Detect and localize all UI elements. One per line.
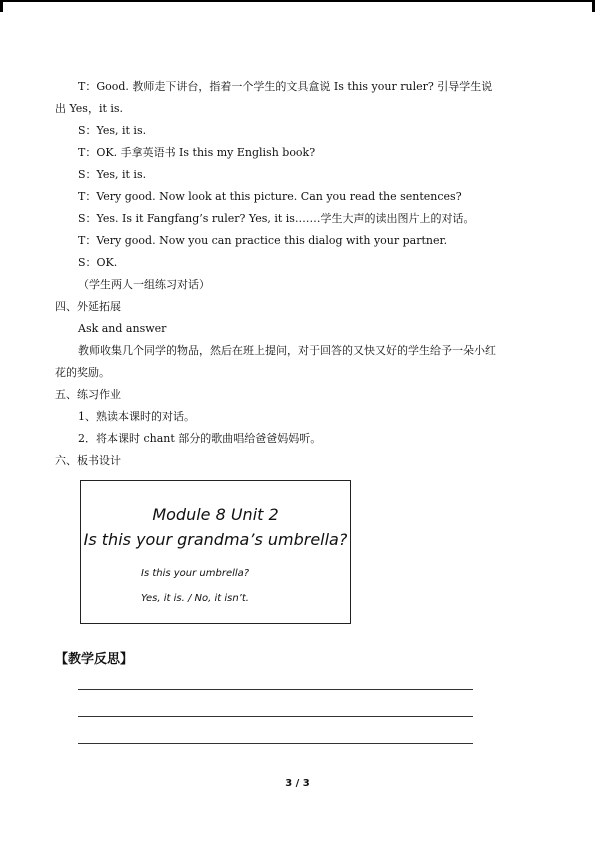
reflection-blank-line-1	[78, 689, 473, 690]
reflection-blank-line-2	[78, 716, 473, 717]
activity-description-continuation: 花的奖励。	[55, 366, 110, 379]
dialog-line-teacher-practice: T：Very good. Now you can practice this dialog with your partner.	[78, 234, 448, 247]
dialog-line-teacher-picture: T：Very good. Now look at this picture. Can you read the sentences?	[78, 190, 462, 203]
dialog-line-teacher-ruler: T：Good. 教师走下讲台，指着一个学生的文具盒说 Is this your ruler? 引导学生说	[78, 80, 493, 93]
board-title-module: Module 8 Unit 2	[152, 505, 279, 524]
header-rule	[0, 0, 595, 2]
board-title-question: Is this your grandma’s umbrella?	[83, 530, 348, 549]
homework-item-2: 2．将本课时 chant 部分的歌曲唱给爸爸妈妈听。	[78, 432, 322, 445]
homework-item-1: 1、熟读本课时的对话。	[78, 410, 195, 423]
dialog-line-continuation: 出 Yes，it is.	[55, 102, 124, 115]
board-sentence-question: Is this your umbrella?	[141, 568, 250, 579]
dialog-line-student-yes-2: S：Yes, it is.	[78, 168, 147, 181]
dialog-line-student-ok: S：OK.	[78, 256, 118, 269]
activity-description: 教师收集几个同学的物品，然后在班上提问，对于回答的又快又好的学生给予一朵小红	[78, 344, 496, 357]
header-rule-mark-left	[0, 0, 3, 12]
section-heading-extension: 四、外延拓展	[55, 300, 121, 313]
reflection-heading: 【教学反思】	[55, 652, 134, 667]
dialog-line-teacher-book: T：OK. 手拿英语书 Is this my English book?	[78, 146, 316, 159]
dialog-line-student-yes: S：Yes, it is.	[78, 124, 147, 137]
board-sentence-answer: Yes, it is. / No, it isn’t.	[141, 593, 249, 604]
pair-practice-note: （学生两人一组练习对话）	[78, 278, 210, 291]
section-heading-homework: 五、练习作业	[55, 388, 121, 401]
activity-title: Ask and answer	[78, 322, 167, 335]
page-number: 3 / 3	[285, 778, 310, 789]
board-design-box	[80, 480, 351, 624]
dialog-line-student-read: S：Yes. Is it Fangfang’s ruler? Yes, it is.……学生大声的读出图片上的对话。	[78, 212, 475, 225]
section-heading-board-design: 六、板书设计	[55, 454, 121, 467]
reflection-blank-line-3	[78, 743, 473, 744]
